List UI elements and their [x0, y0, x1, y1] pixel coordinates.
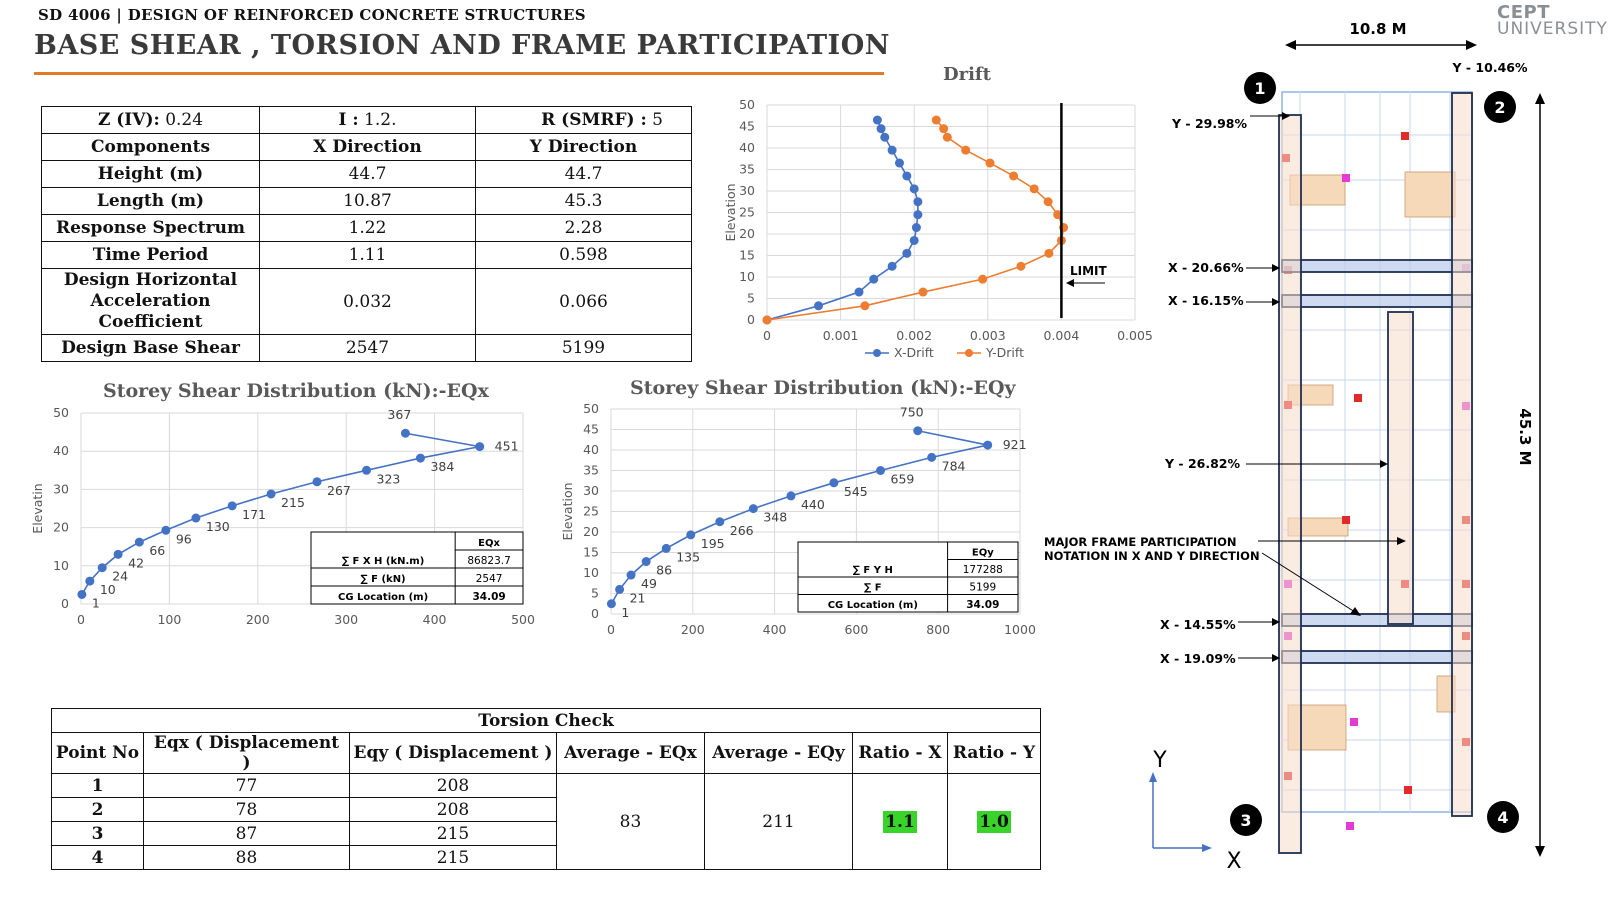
y-value: 5199	[476, 335, 692, 362]
col-header-point: Point No	[52, 733, 144, 774]
x-value: 2547	[260, 335, 476, 362]
importance-factor-value: 1.2.	[364, 110, 397, 130]
data-point	[662, 544, 671, 553]
x-tick-label: 0.001	[822, 328, 859, 343]
y-tick-label: 40	[583, 442, 599, 457]
y-tick-label: 0	[61, 596, 69, 611]
y-axis-label: Elevation	[560, 482, 575, 541]
point-no: 3	[52, 822, 144, 846]
eqx-displacement: 77	[144, 774, 350, 798]
y-value: 45.3	[476, 188, 692, 215]
row-label: Length (m)	[42, 188, 260, 215]
data-point	[1009, 171, 1018, 180]
x-tick-label: 0.002	[896, 328, 933, 343]
eqx-displacement: 88	[144, 846, 350, 870]
data-point	[910, 184, 919, 193]
x-value: 1.22	[260, 215, 476, 242]
data-point	[313, 477, 322, 486]
x-tick-label: 300	[334, 612, 359, 627]
y-value: 0.066	[476, 269, 692, 335]
torsion-title-row	[52, 709, 1041, 733]
data-point	[1030, 184, 1039, 193]
axis-x-label: X	[1226, 849, 1242, 874]
table-row	[52, 774, 1041, 798]
column-marker	[1401, 132, 1409, 140]
col-header-x: X Direction	[260, 134, 476, 161]
data-point	[607, 599, 616, 608]
data-label: 784	[941, 458, 966, 474]
data-label: 130	[205, 519, 230, 535]
data-label: 171	[242, 506, 267, 522]
summary-table-value: 5199	[969, 581, 997, 594]
ratio-x-cell	[853, 774, 948, 870]
column-marker	[1342, 516, 1350, 524]
data-point	[855, 288, 864, 297]
y-tick-label: 35	[739, 161, 755, 177]
legend-marker	[965, 349, 973, 357]
summary-header-row	[42, 134, 692, 161]
axis-y-label: Y	[1153, 748, 1167, 773]
x-tick-label: 0.003	[969, 328, 1006, 343]
data-point	[913, 426, 922, 435]
data-point	[902, 249, 911, 258]
x-frame-band	[1282, 614, 1472, 626]
row-label: Response Spectrum	[42, 215, 260, 242]
x-tick-label: 200	[245, 612, 270, 627]
data-point	[910, 236, 919, 245]
data-label: 215	[281, 494, 305, 510]
legend-label: X-Drift	[894, 345, 934, 360]
data-point	[877, 124, 886, 133]
data-point	[642, 557, 651, 566]
y-tick-label: 30	[583, 483, 599, 498]
y-tick-label: 35	[583, 462, 599, 478]
ratio-x: 1.1	[885, 811, 915, 832]
y-tick-label: 0	[747, 312, 755, 327]
point-number: 4	[1497, 808, 1509, 827]
point-number: 3	[1240, 811, 1252, 830]
data-label: 921	[1002, 437, 1027, 453]
data-label: 348	[763, 509, 788, 525]
average-eqy: 211	[705, 774, 853, 870]
length-arrow-bottom	[1535, 846, 1545, 857]
col-header-eqy-disp: Eqy ( Displacement )	[350, 733, 557, 774]
summary-table-label: ∑ F	[864, 582, 882, 594]
data-label: 267	[327, 482, 351, 498]
data-point	[888, 146, 897, 155]
note-line-2: NOTATION IN X AND Y DIRECTION	[1044, 549, 1260, 563]
summary-table-header: EQy	[971, 547, 994, 559]
row-label: Design Base Shear	[42, 335, 260, 362]
x-value: 10.87	[260, 188, 476, 215]
average-eqx: 83	[557, 774, 705, 870]
data-point	[986, 159, 995, 168]
data-point	[191, 514, 200, 523]
data-label: 266	[729, 522, 754, 538]
ratio-y: 1.0	[979, 811, 1009, 832]
eqx-shear-chart	[30, 405, 560, 650]
hatched-room	[1405, 172, 1455, 217]
data-label: 96	[175, 531, 192, 547]
data-label: 750	[899, 404, 924, 420]
response-reduction-value: 5	[652, 110, 663, 130]
y-tick-label: 25	[583, 503, 599, 519]
eqx-displacement: 87	[144, 822, 350, 846]
table-row	[42, 335, 692, 362]
col-header-eqx-disp: Eqx ( Displacement )	[144, 733, 350, 774]
col-header-components: Components	[42, 134, 260, 161]
data-point	[880, 133, 889, 142]
data-point	[114, 550, 123, 559]
data-point	[912, 223, 921, 232]
point-number: 2	[1494, 98, 1506, 117]
point-no: 1	[52, 774, 144, 798]
data-point	[961, 146, 970, 155]
response-reduction-cell	[476, 107, 692, 134]
design-parameters-table	[41, 106, 692, 362]
data-label: 49	[641, 576, 657, 592]
column-marker	[1350, 718, 1358, 726]
participation-label: X - 16.15%	[1168, 293, 1244, 308]
y-tick-label: 30	[53, 481, 69, 497]
data-point	[786, 491, 795, 500]
y-tick-label: 15	[739, 247, 755, 263]
data-point	[895, 159, 904, 168]
data-point	[228, 501, 237, 510]
torsion-header-row	[52, 733, 1041, 774]
data-point	[888, 262, 897, 271]
y-frame-band	[1452, 93, 1472, 816]
data-label: 384	[430, 459, 455, 475]
data-point	[919, 288, 928, 297]
row-label: Design Horizontal Acceleration Coefficient	[42, 269, 260, 335]
data-point	[943, 133, 952, 142]
y-tick-label: 40	[53, 443, 69, 459]
col-header-avg-x: Average - EQx	[557, 733, 705, 774]
col-header-avg-y: Average - EQy	[705, 733, 853, 774]
summary-table-header: EQx	[478, 538, 500, 549]
data-point	[932, 116, 941, 125]
data-point	[1016, 262, 1025, 271]
data-point	[686, 530, 695, 539]
data-point	[913, 197, 922, 206]
data-point	[98, 563, 107, 572]
x-tick-label: 100	[157, 612, 182, 627]
column-marker	[1342, 174, 1350, 182]
length-label: 45.3 M	[1516, 408, 1534, 466]
y-tick-label: 10	[583, 565, 599, 580]
data-point	[814, 301, 823, 310]
data-point	[860, 301, 869, 310]
eqx-displacement: 78	[144, 798, 350, 822]
data-point	[362, 466, 371, 475]
zone-factor-label: Z (IV):	[97, 110, 160, 130]
torsion-check-table	[51, 708, 1041, 870]
data-point	[715, 517, 724, 526]
x-tick-label: 0	[607, 622, 615, 637]
summary-table-value: 177288	[962, 564, 1003, 576]
y-axis-label: Elevatin	[30, 483, 45, 534]
y-value: 44.7	[476, 161, 692, 188]
x-value: 0.032	[260, 269, 476, 335]
data-point	[77, 590, 86, 599]
x-tick-label: 0	[77, 612, 85, 627]
participation-label: X - 20.66%	[1168, 260, 1244, 275]
data-point	[475, 442, 484, 451]
data-point	[749, 504, 758, 513]
y-tick-label: 10	[53, 557, 69, 573]
data-point	[902, 171, 911, 180]
eqy-displacement: 208	[350, 774, 557, 798]
summary-table-label: CG Location (m)	[827, 600, 918, 611]
data-point	[1044, 197, 1053, 206]
legend-marker	[873, 349, 881, 357]
x-tick-label: 0.004	[1043, 328, 1080, 343]
x-tick-label: 400	[422, 612, 447, 627]
col-header-ratio-x: Ratio - X	[853, 733, 948, 774]
y-value: 0.598	[476, 242, 692, 269]
y-tick-label: 5	[747, 290, 755, 306]
ratio-y-cell	[948, 774, 1041, 870]
x-tick-label: 200	[680, 622, 705, 637]
point-no: 4	[52, 846, 144, 870]
page-title: BASE SHEAR , TORSION AND FRAME PARTICIPATION	[34, 30, 890, 61]
column-marker	[1404, 786, 1412, 794]
summary-table-label: ∑ F (kN)	[360, 574, 406, 585]
eqx-chart-title: Storey Shear Distribution (kN):-EQx	[103, 380, 489, 402]
summary-table-value: 86823.7	[467, 555, 511, 567]
data-label: 10	[99, 582, 116, 598]
table-row	[42, 215, 692, 242]
y-tick-label: 15	[583, 544, 599, 560]
data-point	[615, 585, 624, 594]
y-axis-arrow-head	[1149, 772, 1157, 782]
data-label: 42	[128, 555, 145, 571]
x-tick-label: 0.005	[1117, 328, 1153, 343]
y-tick-label: 5	[591, 585, 599, 601]
data-point	[135, 538, 144, 547]
drift-chart-title: Drift	[943, 64, 991, 85]
data-point	[876, 466, 885, 475]
data-point	[416, 454, 425, 463]
legend-label: Y-Drift	[986, 345, 1024, 360]
col-header-ratio-y: Ratio - Y	[948, 733, 1041, 774]
column-marker	[1346, 822, 1354, 830]
y-tick-label: 50	[583, 401, 599, 416]
eqy-displacement: 215	[350, 822, 557, 846]
width-label: 10.8 M	[1349, 20, 1407, 38]
data-label: 367	[387, 407, 412, 423]
participation-label: X - 14.55%	[1160, 617, 1236, 632]
summary-table-value: 34.09	[966, 599, 1000, 611]
summary-table-value: 2547	[475, 573, 503, 585]
x-axis-arrow-head	[1202, 844, 1212, 852]
y-value: 2.28	[476, 215, 692, 242]
col-header-y: Y Direction	[476, 134, 692, 161]
data-label: 135	[676, 549, 701, 565]
length-arrow-top	[1535, 93, 1545, 104]
data-label: 1	[91, 595, 100, 611]
data-point	[927, 453, 936, 462]
data-label: 451	[494, 438, 519, 454]
y-tick-label: 20	[583, 524, 599, 539]
summary-table-label: CG Location (m)	[337, 592, 429, 603]
y-tick-label: 20	[53, 519, 69, 535]
x-tick-label: 800	[926, 622, 951, 637]
data-label: 545	[843, 483, 868, 499]
data-point	[869, 275, 878, 284]
data-label: 24	[112, 568, 129, 584]
y-tick-label: 45	[583, 421, 599, 437]
y-tick-label: 0	[591, 606, 599, 621]
data-point	[873, 116, 882, 125]
x-tick-label: 500	[511, 612, 535, 627]
data-point	[939, 124, 948, 133]
y-tick-label: 10	[739, 269, 755, 284]
row-label: Height (m)	[42, 161, 260, 188]
y-axis-label: Elevation	[723, 183, 738, 242]
data-label: 21	[629, 590, 646, 606]
logo-line-2: UNIVERSITY	[1497, 19, 1608, 39]
x-tick-label: 1000	[1004, 622, 1036, 637]
x-value: 1.11	[260, 242, 476, 269]
y-tick-label: 40	[739, 140, 755, 155]
data-label: 86	[656, 562, 673, 578]
response-reduction-label: R (SMRF) :	[541, 110, 647, 130]
table-row	[42, 188, 692, 215]
logo-line-1: CEPT	[1497, 2, 1550, 23]
x-value: 44.7	[260, 161, 476, 188]
y-tick-label: 50	[53, 405, 69, 420]
data-point	[627, 571, 636, 580]
importance-factor-label: I :	[338, 110, 359, 130]
width-arrow-right	[1466, 40, 1477, 50]
eqy-displacement: 208	[350, 798, 557, 822]
y-tick-label: 45	[739, 118, 755, 134]
summary-table-label: ∑ F X H (kN.m)	[341, 556, 425, 567]
eqy-shear-chart	[560, 401, 1070, 660]
data-point	[85, 577, 94, 586]
table-row	[42, 242, 692, 269]
x-tick-label: 0	[763, 328, 771, 343]
table-row	[42, 269, 692, 335]
data-point	[983, 441, 992, 450]
data-point	[829, 478, 838, 487]
x-frame-band	[1282, 651, 1472, 663]
y-tick-label: 50	[739, 97, 755, 112]
data-point	[267, 489, 276, 498]
data-label: 195	[700, 535, 725, 551]
torsion-title: Torsion Check	[52, 709, 1041, 733]
participation-label: X - 19.09%	[1160, 651, 1236, 666]
data-point	[763, 316, 772, 325]
note-line-1: MAJOR FRAME PARTICIPATION	[1044, 535, 1237, 549]
data-label: 66	[149, 543, 166, 559]
data-point	[401, 429, 410, 438]
data-label: 659	[890, 471, 915, 487]
data-label: 323	[376, 471, 401, 487]
width-arrow-left	[1285, 40, 1296, 50]
summary-table-label: ∑ F Y H	[852, 565, 893, 576]
x-frame-band	[1282, 295, 1472, 307]
limit-label: LIMIT	[1070, 264, 1107, 278]
y-tick-label: 20	[739, 226, 755, 241]
importance-factor-cell	[260, 107, 476, 134]
y-tick-label: 30	[739, 183, 755, 198]
column-marker	[1354, 394, 1362, 402]
x-tick-label: 600	[844, 622, 869, 637]
zone-factor-value: 0.24	[165, 110, 204, 130]
participation-label: Y - 10.46%	[1452, 60, 1528, 75]
point-no: 2	[52, 798, 144, 822]
y-frame-band	[1279, 115, 1301, 853]
course-title: SD 4006 | DESIGN OF REINFORCED CONCRETE STRUCTURES	[38, 6, 586, 24]
row-label: Time Period	[42, 242, 260, 269]
data-point	[1044, 249, 1053, 258]
participation-label: Y - 26.82%	[1165, 456, 1241, 471]
drift-chart	[723, 95, 1190, 375]
summary-table-value: 34.09	[472, 591, 506, 603]
title-underline	[34, 72, 884, 75]
data-point	[161, 526, 170, 535]
x-tick-label: 400	[762, 622, 787, 637]
seismic-factors-row	[42, 107, 692, 134]
data-point	[913, 210, 922, 219]
zone-factor-cell	[42, 107, 260, 134]
x-frame-band	[1282, 260, 1472, 272]
table-row	[42, 161, 692, 188]
data-label: 440	[800, 496, 825, 512]
data-label: 1	[621, 604, 630, 620]
y-frame-band	[1388, 312, 1413, 624]
eqy-displacement: 215	[350, 846, 557, 870]
point-number: 1	[1254, 79, 1266, 98]
y-tick-label: 25	[739, 204, 755, 220]
data-point	[978, 275, 987, 284]
participation-label: Y - 29.98%	[1172, 116, 1248, 131]
eqy-chart-title: Storey Shear Distribution (kN):-EQy	[630, 377, 1016, 399]
limit-arrow-head	[1066, 279, 1074, 287]
series-line	[767, 120, 1064, 320]
